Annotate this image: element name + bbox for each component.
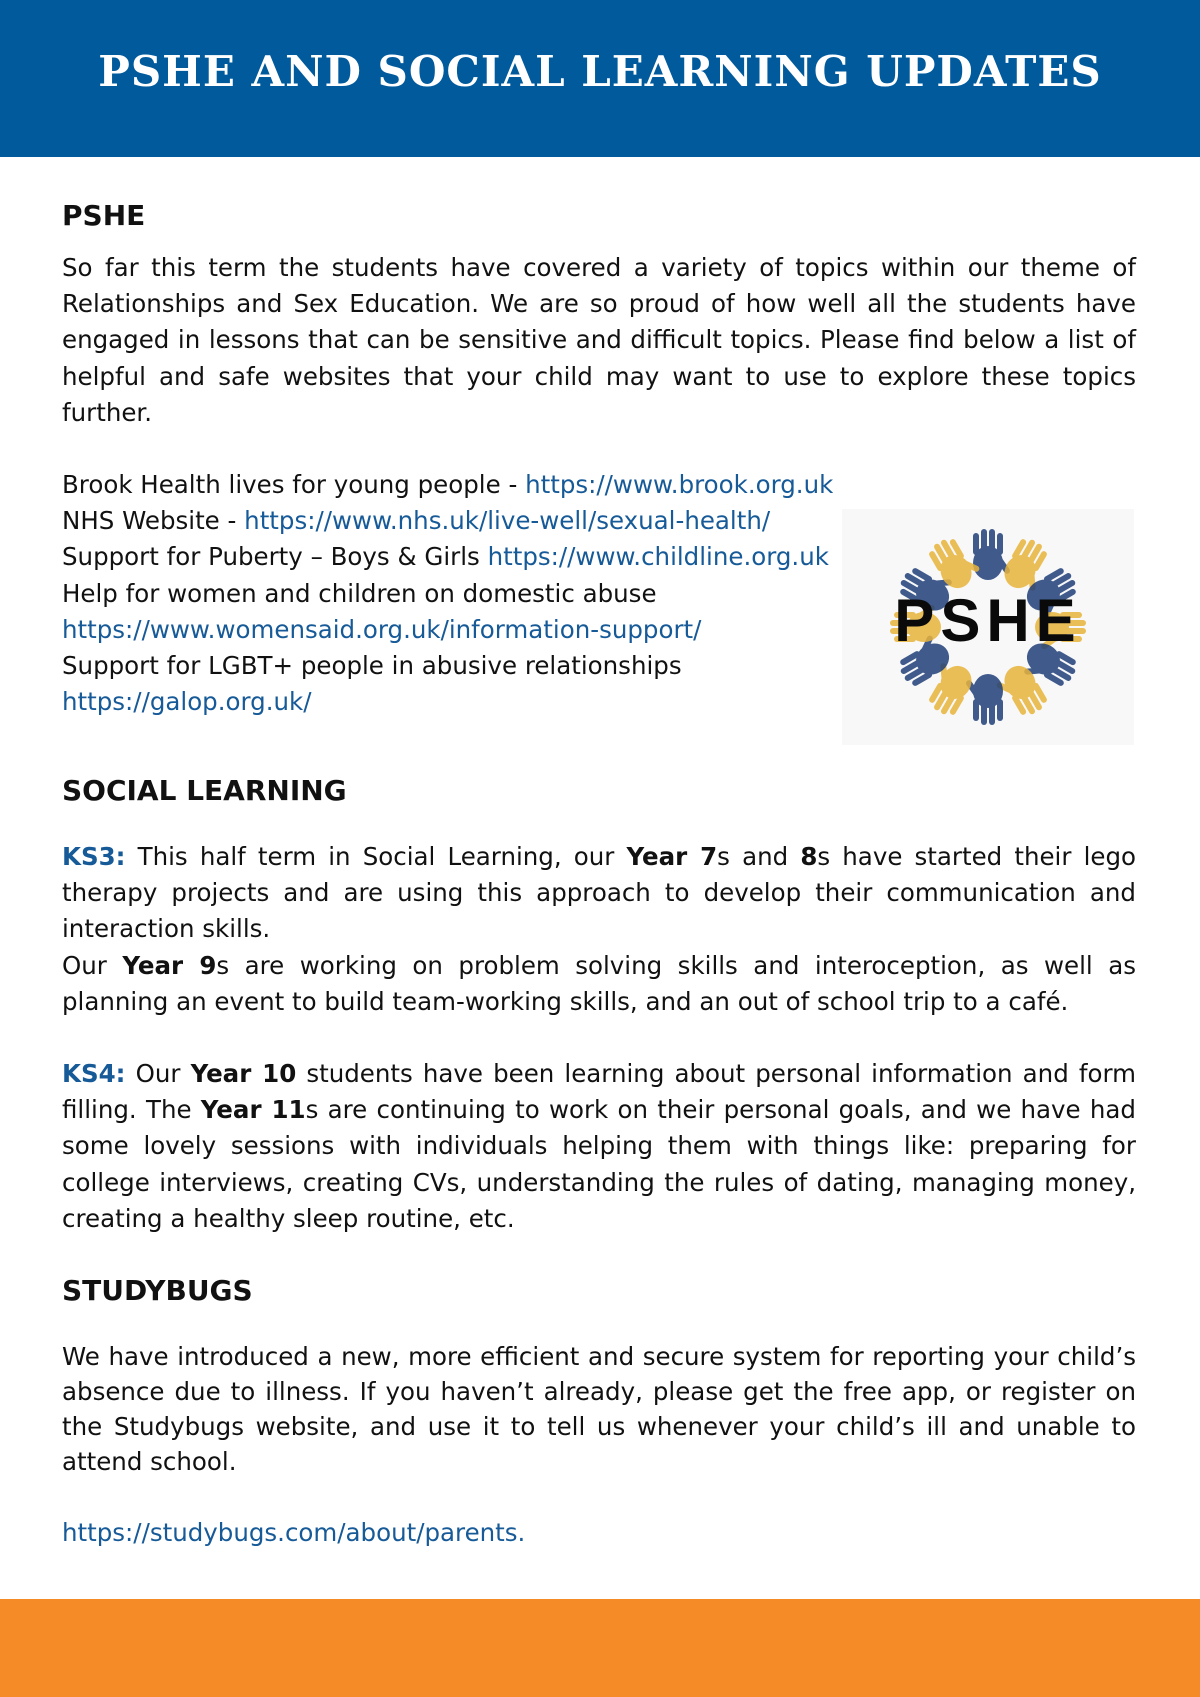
studybugs-paragraph: We have introduced a new, more efficient and secure system for reporting your child’s absence due to illness. If you haven’t already, please get the free app, or register on the Studybugs website, and use it to tell us whenever your child’s ill and unable to attend school. [62,1342,1136,1477]
handprint-logo-graphic [842,509,1134,745]
puberty-label: Support for Puberty – Boys & Girls [62,542,488,572]
childline-link[interactable]: https://www.childline.org.uk [487,542,829,572]
brook-link[interactable]: https://www.brook.org.uk [525,470,834,500]
womensaid-link[interactable]: https://www.womensaid.org.uk/information-support/ [62,614,702,644]
ks4-label: KS4: [62,1059,126,1089]
pshe-heading: PSHE [62,199,146,232]
pshe-links-section [62,467,1136,721]
logo-text: PSHE [894,587,1082,655]
nhs-link[interactable]: https://www.nhs.uk/live-well/sexual-health/ [244,506,771,536]
link-row-brook [62,467,1136,503]
page-header [0,0,1200,157]
pshe-intro: So far this term the students have covered a variety of topics within our theme of Relationships and Sex Education. We are so proud of how well all the students have engaged in lessons that can be sensitive and difficult topics. Please find below a list of helpful and safe websites that your child may want to use to explore these topics further. [62,253,1136,427]
page-footer [0,1599,1200,1697]
nhs-label: NHS Website - [62,506,245,536]
studybugs-link[interactable]: https://studybugs.com/about/parents. [62,1518,526,1548]
ks3-paragraph: KS3: This half term in Social Learning, our Year 7s and 8s have started their lego therapy projects and are using this approach to develop their communication and interaction skills. [62,842,1136,944]
womensaid-label: Help for women and children on domestic abuse [62,578,657,608]
galop-label: Support for LGBT+ people in abusive relationships [62,651,682,681]
studybugs-heading: STUDYBUGS [62,1274,253,1308]
ks4-paragraph: KS4: Our Year 10 students have been learning about personal information and form filling. The Year 11s are continuing to work on their personal goals, and we have had some lovely sessions with individuals helping them with things like: preparing for college interviews, creating CVs, understanding the rules of dating, managing money, creating a healthy sleep routine, etc. [62,1059,1136,1233]
ks3-paragraph-year9: Our Year 9s are working on problem solving skills and interoception, as well as planning an event to build team-working skills, and an out of school trip to a café. [62,950,1136,1016]
galop-link[interactable]: https://galop.org.uk/ [62,687,312,717]
social-learning-heading: SOCIAL LEARNING [62,774,347,808]
page-title: PSHE AND SOCIAL LEARNING UPDATES [98,47,1102,96]
main-content [62,196,1136,1551]
brook-label: Brook Health lives for young people - [62,470,526,500]
pshe-logo [842,509,1134,745]
ks3-label: KS3: [62,842,126,872]
